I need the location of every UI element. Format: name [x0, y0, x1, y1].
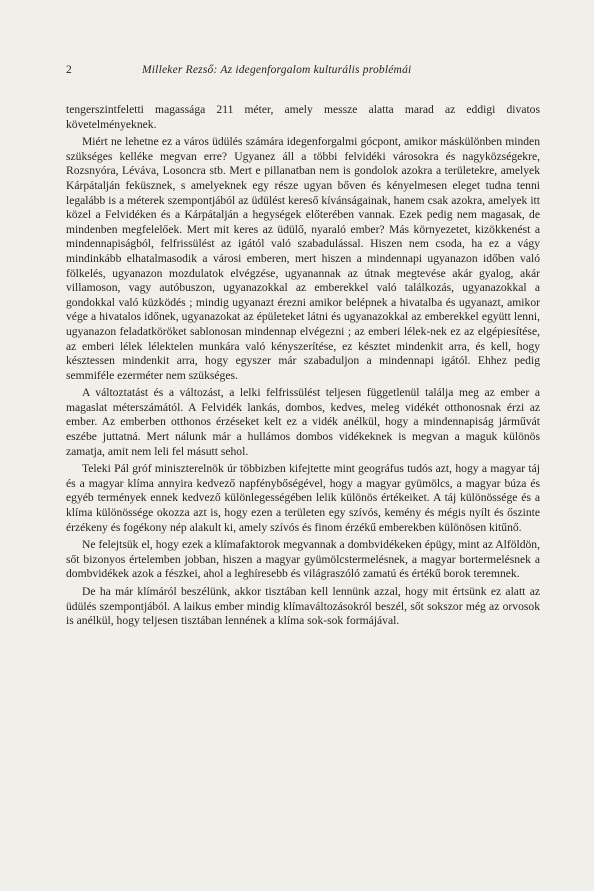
paragraph: A változtatást és a változást, a lelki felfrissülést teljesen függetlenül találja meg az ember a magaslat méterszámától. A Felvidék lankás, dombos, kedves, meleg vidékét otthonosnak érzi az ember. Az emberben otthonos érzéseket kelt ez a vidék anélkül, hogy a mindennapiság járművát eszébe juttatná. Mert nálunk már a hullámos dombos vidékeknek is megvan a maguk különös zamatja, amit nem leli fel másutt sehol. — [66, 386, 540, 458]
paragraph: tengerszintfeletti magassága 211 méter, amely messze alatta marad az eddigi divatos követelményeknek. — [66, 103, 540, 131]
paragraph: Miért ne lehetne ez a város üdülés számára idegenforgalmi gócpont, amikor máskülönben minden szükséges kelléke megvan erre? Ugyanez áll a többi felvidéki városokra és nagyközségekre, Rozsnyóra, Léváva, Losoncra stb. Mert e pillanatban nem is gondolok azokra a területekre, amelyek Kárpátalján feküsznek, s amelyeknek egy része ugyan bőven és kényelmesen eleget tudna tenni legalább is a méterek szempontjából az üdülést kereső kívánságainak, hanem csak azokra, amelyek itt közel a Felvidéken és a Kárpátalján a hegységek előterében vannak. Ezek pedig nem magasak, de mindenben megfelelőek. Mert mit keres az üdülő, nyaraló ember? Más környezetet, kizökkenést a mindennapiságból, felfrissülést az igától való szabadulással. Hiszen nem csoda, ha ez a vágy mindinkább elhatalmasodik a városi emberen, mert hiszen a mindennapi ugyanazon időben való fölkelés, ugyanazon mozdulatok elvégzése, ugyanannak az útnak megtevése akár gyalog, akár villamoson, vagy autóbuszon, ugyanazokkal az emberekkel való találkozás, ugyanazokkal a gondokkal való küzködés ; mindig ugyanazt érezni amikor belépnek a hivatalba és ugyanazt, amikor vége a hivatalos időnek, ugyanazokat az épületeket látni és ugyanazokkal az emberekkel együtt lenni, ugyanazon feladatköröket sablonosan mindennap elvégezni ; az emberi lélek-nek ez az elgépiesítése, az emberi lélek lélektelen munkára való kényszerítése, ez késztet mindenkit arra, és kell, hogy késztessen mindenkit arra, hogy egyszer már szabaduljon a mindennapi igától. Ehhez pedig semmiféle ezerméter nem szükséges. — [66, 135, 540, 382]
running-head: Milleker Rezső: Az idegenforgalom kulturális problémái — [142, 64, 412, 76]
paragraph: Ne felejtsük el, hogy ezek a klímafaktorok megvannak a dombvidékeken épügy, mint az Alföldön, sőt bizonyos értelemben jobban, hiszen a magyar gyümölcstermelésnek, a magyar bortermelésnek a dombvidékek azok a fészkei, ahol a leghíresebb és világraszóló zamatú és értékű borok teremnek. — [66, 538, 540, 581]
paragraph: De ha már klímáról beszélünk, akkor tisztában kell lennünk azzal, hogy mit értsünk ez alatt az üdülés szempontjából. A laikus ember mindig klímaváltozásokról beszél, sőt sokszor még az orvosok is anélkül, hogy teljesen tisztában lennének a klíma sok-sok formájával. — [66, 585, 540, 628]
paragraph: Teleki Pál gróf miniszterelnök úr többizben kifejtette mint geográfus tudós azt, hogy a magyar táj és a magyar klíma annyira kedvező napfénybőségével, hogy a magyar gyümölcs, a magyar búza és egyéb termények ennek kedvező különlegességében lelik különös értékeiket. A táj különössége és a klíma különössége okozza azt is, hogy ezen a területen egy szívós, kemény és mégis nyílt és őszinte érzékeny és fogékony nép alakult ki, amely szívós és finom érzékű emberekben különösen kitűnő. — [66, 462, 540, 534]
body-text — [66, 103, 540, 632]
page-number: 2 — [66, 64, 72, 76]
page-header — [66, 62, 542, 78]
